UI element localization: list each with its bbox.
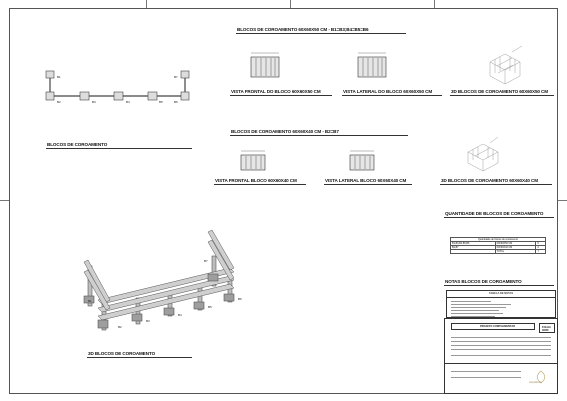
iso-label: B5 (208, 305, 212, 309)
plan-label: B2 (57, 100, 61, 104)
qty-table-header: Quantidade de blocos de coroamento (451, 238, 546, 242)
sheet-number: FOLHA 06/06 (542, 326, 551, 332)
sheet-cell (539, 323, 555, 333)
frame-tick (290, 0, 291, 8)
front-view-80-drawing (245, 50, 285, 80)
notes-row-line (451, 310, 499, 311)
title-underline (324, 184, 412, 185)
title-underline (444, 285, 554, 286)
table-cell: TOTAL (495, 250, 536, 254)
qty-table (450, 237, 546, 254)
iso-label: B6 (238, 297, 242, 301)
iso-40-title: 3D BLOCOS DE COROAMENTO 60X60X40 CM (441, 178, 538, 183)
title-underline (46, 148, 192, 149)
plan-label: B5 (159, 100, 163, 104)
side-40-title: VISTA LATERAL BLOCO 60X60X40 CM (325, 178, 407, 183)
plan-label: B6 (174, 100, 178, 104)
title-block-line (451, 377, 521, 378)
title-underline (342, 95, 442, 96)
iso-label: B3 (146, 319, 150, 323)
notes-row-line (451, 304, 511, 305)
notes-title: NOTAS BLOCOS DE COROAMENTO (445, 279, 522, 284)
iso-label: B7 (204, 259, 208, 263)
title-underline (440, 184, 552, 185)
plan-label: B4 (126, 100, 130, 104)
plan-label: B7 (174, 75, 178, 79)
notes-row-line (447, 297, 556, 298)
table-row (451, 250, 546, 254)
iso-label: B2 (118, 325, 122, 329)
plan-label: B3 (92, 100, 96, 104)
iso-80-title: 3D BLOCOS DE COROAMENTO 60X60X50 CM (451, 89, 548, 94)
project-cell (451, 323, 535, 330)
frame-tick (434, 0, 435, 8)
notes-row-line (451, 307, 506, 308)
plan-title: BLOCOS DE COROAMENTO (47, 142, 108, 147)
qty-title: QUANTIDADE DE BLOCOS DE COROAMENTO (445, 211, 544, 216)
notes-row-line (451, 301, 491, 302)
notes-row-line (451, 313, 503, 314)
notes-box (446, 290, 556, 318)
title-underline (230, 135, 408, 136)
table-cell (451, 250, 496, 254)
side-80-title: VISTA LATERAL DO BLOCO 60X60X50 CM (343, 89, 433, 94)
title-underline (87, 357, 192, 358)
project-name: PROJETO COMPLEMENTAR (480, 325, 516, 328)
iso-label: B1 (88, 299, 92, 303)
table-cell: 5 (536, 242, 546, 246)
title-underline (214, 184, 306, 185)
title-block (444, 318, 558, 394)
table-cell: 2 (536, 246, 546, 250)
title-block-line (451, 337, 551, 338)
title-block-line (451, 371, 521, 372)
frame-tick (558, 200, 567, 201)
iso-main-drawing (80, 222, 250, 337)
front-40-title: VISTA FRONTAL BLOCO 60X60X40 CM (215, 178, 297, 183)
plan-view (40, 68, 200, 118)
side-view-80-drawing (352, 50, 392, 80)
iso-label: B4 (178, 313, 182, 317)
blocks-80-title: BLOCOS DE COROAMENTO 60X60X50 CM - B1=B3;B4=B5=B6 (237, 27, 369, 32)
title-block-line (451, 345, 551, 346)
blocks-40-title: BLOCOS DE COROAMENTO 60X60X40 CM - B2=B7 (231, 129, 339, 134)
title-underline (230, 95, 332, 96)
title-block-line (451, 349, 551, 350)
brand-name: Arquitetura (529, 381, 542, 384)
title-block-line (451, 341, 551, 342)
iso-80-drawing (480, 42, 540, 84)
title-block-line (451, 355, 551, 356)
table-cell: B1,B3,B4,B5,B6 (451, 242, 496, 246)
notes-table-header: TABELA DE NOTAS (489, 292, 514, 295)
frame-tick (146, 0, 147, 8)
front-view-40-drawing (235, 148, 271, 174)
title-underline (236, 33, 406, 34)
frame-tick (0, 200, 9, 201)
front-80-title: VISTA FRONTAL DO BLOCO 60X60X50 CM (231, 89, 321, 94)
table-cell: 60X60X40 CM (495, 246, 536, 250)
table-cell: 60X60X50 CM (495, 242, 536, 246)
title-block-line (445, 363, 558, 364)
table-cell: 7 (536, 250, 546, 254)
notes-row-line (451, 316, 495, 317)
table-cell: B2,B7 (451, 246, 496, 250)
plan-label: B1 (57, 75, 61, 79)
iso-main-title: 3D BLOCOS DE COROAMENTO (88, 351, 156, 356)
side-view-40-drawing (344, 148, 380, 174)
title-underline (444, 217, 554, 218)
title-underline (450, 95, 554, 96)
iso-40-drawing (462, 134, 518, 174)
